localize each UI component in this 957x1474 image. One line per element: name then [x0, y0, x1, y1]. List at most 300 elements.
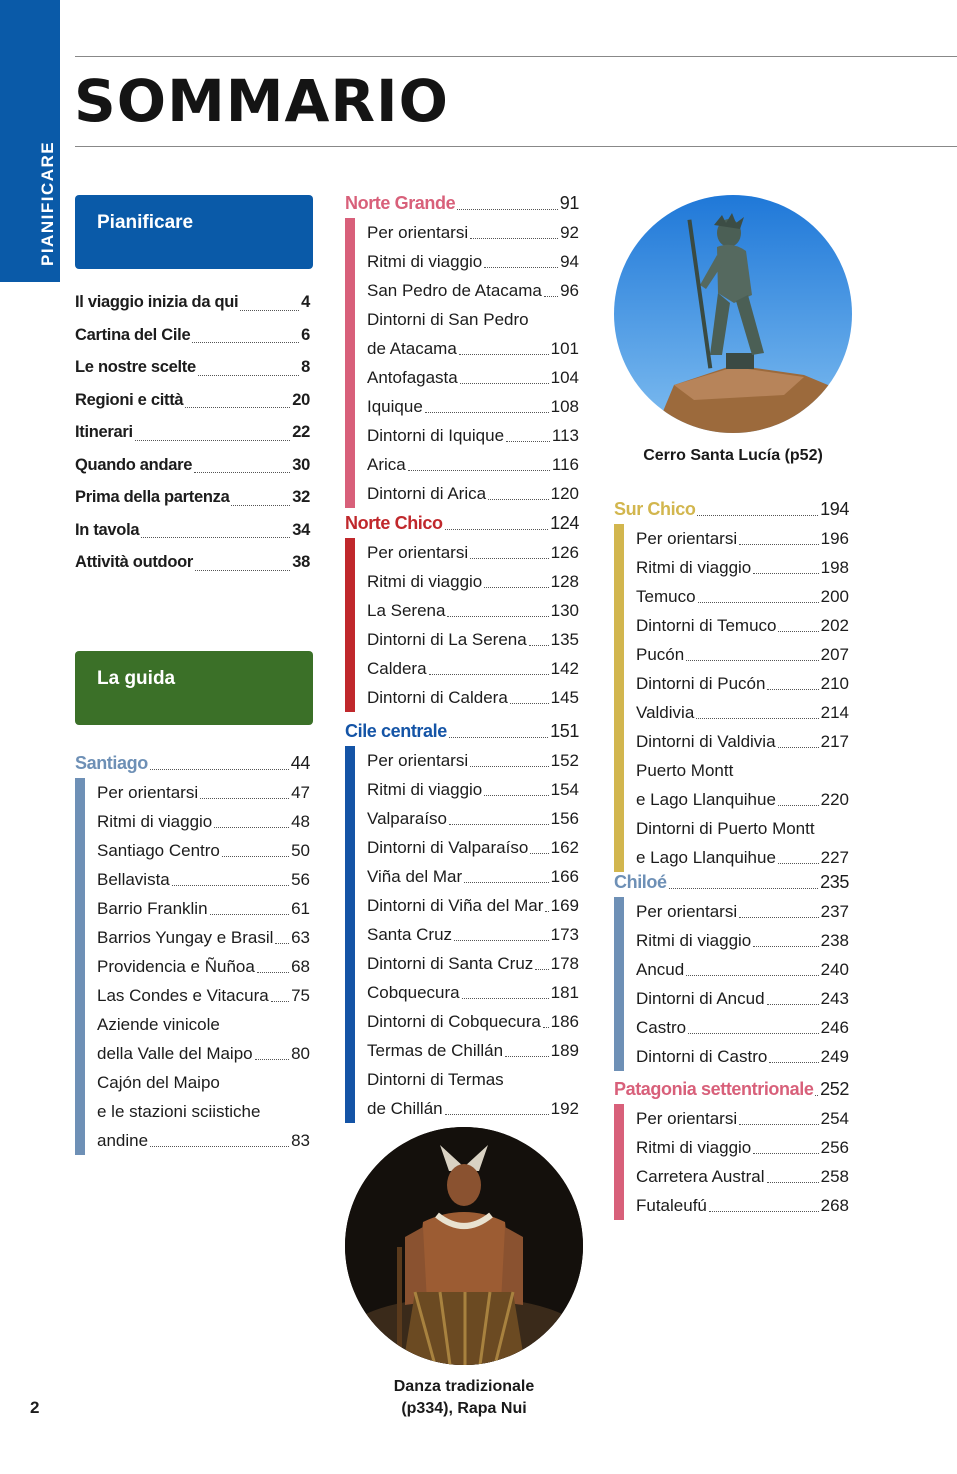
- toc-entry: [636, 698, 849, 727]
- toc-entry-title: Per orientarsi: [636, 529, 738, 548]
- dot-leader: [529, 645, 549, 646]
- toc-entry-title: Per orientarsi: [636, 902, 738, 921]
- toc-entry-title: Futaleufú: [636, 1196, 707, 1215]
- dot-leader: [686, 975, 818, 976]
- toc-entry-title: Providencia e Ñuñoa: [97, 957, 255, 976]
- toc-entry: [636, 640, 849, 669]
- region-color-bar: [75, 778, 85, 1155]
- dance-caption-line-1: Danza tradizionale: [393, 1378, 535, 1395]
- dot-leader: [150, 1146, 289, 1147]
- toc-entry-title: Barrios Yungay e Brasil: [97, 928, 274, 947]
- toc-entry-title: Attività outdoor: [75, 553, 194, 571]
- dot-leader: [222, 856, 289, 857]
- region-heading: [614, 494, 849, 524]
- toc-entry-title: Dintorni di La Serena: [367, 630, 527, 649]
- dot-leader: [135, 440, 290, 441]
- toc-entry: [636, 553, 849, 582]
- toc-entry: [367, 949, 579, 978]
- dot-leader: [697, 515, 818, 516]
- dot-leader: [739, 917, 819, 918]
- toc-entry-page: 92: [560, 223, 579, 242]
- toc-entry-page: 108: [550, 397, 579, 416]
- toc-entry: [367, 363, 579, 392]
- toc-entry-page: 96: [560, 281, 579, 300]
- toc-entry: [636, 611, 849, 640]
- toc-entry: [367, 450, 579, 479]
- toc-entry-page: 32: [292, 488, 310, 506]
- toc-entry-title: Dintorni di Arica: [367, 484, 487, 503]
- region-page: 44: [290, 753, 310, 773]
- toc-entry: [367, 833, 579, 862]
- dot-leader: [271, 1001, 289, 1002]
- toc-entry-page: 217: [820, 732, 849, 751]
- dot-leader: [240, 310, 299, 311]
- toc-entry-title: Las Condes e Vitacura: [97, 986, 269, 1005]
- toc-entry: [97, 865, 310, 894]
- dot-leader: [688, 1033, 819, 1034]
- toc-entry-title: Il viaggio inizia da qui: [75, 293, 239, 311]
- toc-entry-title: Ritmi di viaggio: [367, 572, 483, 591]
- toc-entry-title-line: e le stazioni sciistiche: [97, 1102, 261, 1121]
- dot-leader: [506, 441, 550, 442]
- dot-leader: [449, 824, 549, 825]
- page-title: SOMMARIO: [74, 67, 449, 135]
- toc-entry-title: Dintorni di Temuco: [636, 616, 777, 635]
- toc-entry: [97, 923, 310, 952]
- guide-section-box: [75, 651, 313, 725]
- dot-leader: [530, 853, 548, 854]
- toc-entry: [367, 920, 579, 949]
- toc-entry-title: San Pedro de Atacama: [367, 281, 542, 300]
- toc-entry-page: 6: [301, 325, 310, 344]
- toc-entry: [636, 1133, 849, 1162]
- toc-entry: [636, 897, 849, 926]
- toc-entry-title: Dintorni di Santa Cruz: [367, 954, 534, 973]
- toc-entry: [75, 351, 310, 384]
- region-title: Cile centrale: [345, 721, 447, 741]
- toc-entry-title: Prima della partenza: [75, 488, 230, 506]
- toc-entry: [636, 955, 849, 984]
- region-page: 252: [820, 1079, 849, 1099]
- toc-entry-page: 94: [560, 252, 579, 271]
- dot-leader: [464, 882, 548, 883]
- toc-entry-page: 142: [550, 659, 579, 678]
- toc-entry: [367, 247, 579, 276]
- toc-entry-title: Ritmi di viaggio: [636, 558, 752, 577]
- toc-entry-title: Iquique: [367, 397, 423, 416]
- toc-entry: [367, 567, 579, 596]
- toc-entry-page: 249: [820, 1047, 849, 1066]
- toc-entry: [636, 669, 849, 698]
- dance-illustration: [345, 1127, 583, 1365]
- dot-leader: [185, 407, 290, 408]
- toc-entry-title: Dintorni di Iquique: [367, 426, 505, 445]
- toc-section-santiago: [75, 748, 310, 1155]
- toc-entry-title: Per orientarsi: [636, 1109, 738, 1128]
- region-title: Sur Chico: [614, 499, 696, 519]
- dot-leader: [210, 914, 290, 915]
- toc-entry-title: Valdivia: [636, 703, 695, 722]
- dot-leader: [815, 1095, 818, 1096]
- dot-leader: [195, 570, 290, 571]
- dot-leader: [505, 1056, 549, 1057]
- toc-entry-page: 38: [292, 553, 310, 571]
- toc-entry: [75, 319, 310, 352]
- toc-entry-page: 50: [291, 841, 310, 860]
- dot-leader: [544, 296, 558, 297]
- side-tab-label: PIANIFICARE: [38, 140, 57, 266]
- toc-entry: [75, 416, 310, 449]
- toc-entry: [97, 894, 310, 923]
- toc-entry-title: Itinerari: [75, 423, 133, 441]
- toc-entry-page: 173: [550, 925, 579, 944]
- dot-leader: [753, 946, 818, 947]
- dot-leader: [484, 267, 558, 268]
- toc-entry-page: 268: [820, 1196, 849, 1215]
- toc-entry: [75, 384, 310, 417]
- toc-entry-page: 8: [301, 358, 310, 376]
- toc-entry: [97, 836, 310, 865]
- dot-leader: [460, 383, 549, 384]
- toc-entry-title: Arica: [367, 455, 406, 474]
- dot-leader: [767, 1182, 819, 1183]
- plan-section-box: [75, 195, 313, 269]
- toc-entry-title: Dintorni di Valparaíso: [367, 838, 529, 857]
- dot-leader: [535, 969, 548, 970]
- toc-entry-page: 22: [292, 423, 310, 441]
- statue-illustration: [614, 195, 852, 433]
- dot-leader: [753, 573, 818, 574]
- region-heading: [614, 1074, 849, 1104]
- toc-entry-title: Quando andare: [75, 455, 193, 474]
- toc-entry: [367, 479, 579, 508]
- toc-entry-page: 56: [291, 870, 310, 889]
- toc-entry-page: 63: [291, 928, 310, 947]
- toc-entry-title: La Serena: [367, 601, 446, 620]
- toc-entry-title: Dintorni di Caldera: [367, 688, 508, 707]
- toc-entry-page: 156: [550, 809, 579, 828]
- dot-leader: [686, 660, 818, 661]
- dot-leader: [214, 827, 289, 828]
- toc-entry: [97, 778, 310, 807]
- toc-entry-title: Santiago Centro: [97, 841, 220, 860]
- toc-entry-page: 237: [820, 902, 849, 921]
- toc-entry-page: 207: [820, 645, 849, 664]
- toc-entry-page: 135: [550, 630, 579, 649]
- toc-entry-title: Dintorni di Ancud: [636, 989, 765, 1008]
- toc-entry-page: 178: [550, 954, 579, 973]
- toc-entry: [75, 546, 310, 579]
- toc-entry-title: Caldera: [367, 659, 427, 678]
- toc-entry-page: 256: [820, 1138, 849, 1157]
- statue-caption: Cerro Santa Lucía (p52): [643, 447, 823, 464]
- toc-entry: [367, 625, 579, 654]
- toc-entry-page: 246: [820, 1018, 849, 1037]
- toc-entry: [636, 582, 849, 611]
- region-heading: [345, 716, 579, 746]
- toc-entry-title: della Valle del Maipo: [97, 1044, 253, 1063]
- toc-section-norte-grande: [345, 188, 579, 508]
- toc-entry-page: 220: [820, 790, 849, 809]
- toc-entry: [367, 596, 579, 625]
- dot-leader: [408, 470, 550, 471]
- toc-entry: [75, 514, 310, 547]
- toc-entry-page: 240: [820, 960, 849, 979]
- toc-entry-title: In tavola: [75, 520, 140, 539]
- toc-entry: [636, 1191, 849, 1220]
- toc-section-chiloe: [614, 867, 849, 1071]
- toc-entry-page: 104: [550, 368, 579, 387]
- toc-entry-page: 162: [550, 838, 579, 857]
- toc-entry: [367, 276, 579, 305]
- dot-leader: [447, 616, 548, 617]
- toc-entry: [367, 392, 579, 421]
- toc-entry-page: 80: [291, 1044, 310, 1063]
- toc-entry-page: 130: [550, 601, 579, 620]
- toc-entry: [367, 654, 579, 683]
- region-heading: [614, 867, 849, 897]
- region-page: 91: [559, 193, 579, 213]
- dot-leader: [470, 766, 549, 767]
- toc-entry-title-line: Cajón del Maipo: [97, 1073, 220, 1092]
- toc-entry-title: Cartina del Cile: [75, 325, 191, 344]
- toc-entry-page: 169: [550, 896, 579, 915]
- toc-section-cile-centrale: [345, 716, 579, 1123]
- toc-entry-page: 202: [820, 616, 849, 635]
- dot-leader: [709, 1211, 819, 1212]
- toc-entry-title: Ritmi di viaggio: [636, 1138, 752, 1157]
- dot-leader: [778, 805, 819, 806]
- statue-photo: [614, 195, 852, 433]
- toc-entry-title: Viña del Mar: [367, 867, 463, 886]
- toc-entry-page: 30: [292, 455, 310, 474]
- toc-entry-title: Pucón: [636, 645, 685, 664]
- region-title: Santiago: [75, 753, 148, 773]
- toc-entry-title: Ritmi di viaggio: [636, 931, 752, 950]
- dance-photo: [345, 1127, 583, 1365]
- dot-leader: [739, 544, 819, 545]
- dot-leader: [739, 1124, 819, 1125]
- toc-entry: [636, 1013, 849, 1042]
- region-page: 194: [820, 499, 849, 519]
- toc-entry-title-line: Puerto Montt: [636, 761, 734, 780]
- dot-leader: [429, 674, 549, 675]
- dot-leader: [231, 505, 290, 506]
- region-page: 124: [550, 513, 579, 533]
- toc-entry-title: Dintorni di Cobquecura: [367, 1012, 541, 1031]
- toc-entry: [367, 1065, 579, 1123]
- toc-section-sur-chico: [614, 494, 849, 872]
- toc-entry-title: Per orientarsi: [367, 751, 469, 770]
- toc-entry-title: Per orientarsi: [367, 223, 469, 242]
- toc-entry-page: 113: [551, 426, 579, 445]
- toc-entry-title: Dintorni di Pucón: [636, 674, 766, 693]
- toc-entry-page: 75: [291, 986, 310, 1005]
- toc-entry-page: 243: [820, 989, 849, 1008]
- dot-leader: [454, 940, 549, 941]
- region-entries: [345, 218, 579, 508]
- toc-entry-page: 196: [820, 529, 849, 548]
- region-title: Chiloé: [614, 872, 667, 892]
- toc-entry: [367, 421, 579, 450]
- toc-entry-title: Barrio Franklin: [97, 899, 208, 918]
- toc-entry-page: 48: [291, 812, 310, 831]
- toc-entry-title: e Lago Llanquihue: [636, 790, 776, 809]
- dot-leader: [778, 863, 819, 864]
- toc-entry-title: andine: [97, 1131, 149, 1150]
- toc-entry-page: 47: [291, 783, 310, 802]
- title-rule: [75, 146, 957, 147]
- region-entries: [614, 1104, 849, 1220]
- toc-entry-page: 4: [301, 293, 310, 311]
- dot-leader: [449, 737, 548, 738]
- toc-entry-title: Le nostre scelte: [75, 358, 196, 376]
- toc-entry-title: Dintorni di Valdivia: [636, 732, 776, 751]
- toc-entry-title: Cobquecura: [367, 983, 460, 1002]
- dot-leader: [255, 1059, 289, 1060]
- toc-entry: [367, 804, 579, 833]
- dot-leader: [150, 769, 289, 770]
- region-heading: [75, 748, 310, 778]
- dot-leader: [192, 342, 299, 343]
- dot-leader: [545, 911, 548, 912]
- toc-entry-title: Bellavista: [97, 870, 170, 889]
- page-number: 2: [30, 1398, 40, 1417]
- dot-leader: [778, 747, 819, 748]
- dot-leader: [698, 602, 819, 603]
- toc-entry: [636, 814, 849, 872]
- toc-entry: [636, 727, 849, 756]
- dot-leader: [543, 1027, 549, 1028]
- toc-entry: [367, 746, 579, 775]
- dot-leader: [425, 412, 549, 413]
- dot-leader: [767, 1004, 819, 1005]
- plan-section-label: Pianificare: [97, 212, 194, 233]
- dot-leader: [484, 587, 548, 588]
- toc-entry-page: 83: [291, 1131, 310, 1150]
- toc-entry-title: Per orientarsi: [97, 783, 199, 802]
- dot-leader: [275, 943, 289, 944]
- toc-entry-page: 61: [291, 899, 310, 918]
- dot-leader: [510, 703, 549, 704]
- dot-leader: [470, 238, 558, 239]
- toc-entry-page: 126: [550, 543, 579, 562]
- toc-entry-page: 152: [550, 751, 579, 770]
- toc-entry-title-line: Dintorni di San Pedro: [367, 310, 529, 329]
- toc-entry-title: Valparaíso: [367, 809, 448, 828]
- dance-caption-line-2: (p334), Rapa Nui: [401, 1400, 527, 1417]
- toc-entry-title: Ritmi di viaggio: [367, 780, 483, 799]
- dot-leader: [462, 998, 549, 999]
- toc-entry-title: Ancud: [636, 960, 685, 979]
- region-title: Patagonia settentrionale: [614, 1079, 814, 1099]
- dot-leader: [778, 631, 818, 632]
- toc-entry-title-line: Dintorni di Termas: [367, 1070, 504, 1089]
- toc-entry-page: 254: [820, 1109, 849, 1128]
- toc-entry: [367, 1036, 579, 1065]
- dot-leader: [457, 209, 558, 210]
- toc-entry-title: Ritmi di viaggio: [97, 812, 213, 831]
- dot-leader: [488, 499, 549, 500]
- toc-entry: [636, 1042, 849, 1071]
- dot-leader: [198, 375, 299, 376]
- region-entries: [75, 778, 310, 1155]
- toc-entry: [636, 524, 849, 553]
- dot-leader: [445, 1114, 549, 1115]
- toc-entry-title: Regioni e città: [75, 390, 184, 409]
- toc-entry-page: 101: [550, 339, 579, 358]
- guide-section-label: La guida: [97, 668, 176, 689]
- toc-entry-title: Castro: [636, 1018, 687, 1037]
- toc-entry-page: 214: [820, 703, 849, 722]
- toc-entry-title: Termas de Chillán: [367, 1041, 504, 1060]
- toc-entry-page: 189: [550, 1041, 579, 1060]
- region-heading: [345, 508, 579, 538]
- toc-entry-title-line: Dintorni di Puerto Montt: [636, 819, 815, 838]
- toc-entry-title: Ritmi di viaggio: [367, 252, 483, 271]
- toc-entry-title: Per orientarsi: [367, 543, 469, 562]
- toc-entry-page: 186: [550, 1012, 579, 1031]
- region-entries: [345, 746, 579, 1123]
- toc-entry-page: 166: [550, 867, 579, 886]
- toc-entry: [97, 807, 310, 836]
- toc-entry: [367, 891, 579, 920]
- dot-leader: [459, 354, 549, 355]
- toc-entry: [636, 756, 849, 814]
- dot-leader: [767, 689, 818, 690]
- toc-entry: [97, 952, 310, 981]
- region-entries: [614, 524, 849, 872]
- toc-entry: [367, 218, 579, 247]
- dot-leader: [669, 888, 819, 889]
- toc-entry-title: Santa Cruz: [367, 925, 453, 944]
- toc-entry: [367, 683, 579, 712]
- toc-entry: [636, 926, 849, 955]
- toc-entry: [367, 305, 579, 363]
- toc-entry-page: 120: [550, 484, 579, 503]
- toc-entry: [97, 1010, 310, 1068]
- toc-entry: [367, 538, 579, 567]
- toc-entry: [636, 984, 849, 1013]
- toc-entry-page: 145: [550, 688, 579, 707]
- toc-entry-title: Carretera Austral: [636, 1167, 765, 1186]
- toc-entry: [367, 862, 579, 891]
- dot-leader: [141, 537, 290, 538]
- dance-caption: [345, 1376, 583, 1420]
- toc-entry: [636, 1104, 849, 1133]
- toc-entry: [75, 449, 310, 482]
- toc-entry-page: 258: [820, 1167, 849, 1186]
- region-color-bar: [614, 524, 624, 872]
- toc-entry: [75, 286, 310, 319]
- toc-entry: [97, 981, 310, 1010]
- dot-leader: [696, 718, 818, 719]
- toc-entry: [75, 481, 310, 514]
- dot-leader: [753, 1153, 818, 1154]
- region-title: Norte Chico: [345, 513, 443, 533]
- toc-entry-page: 181: [550, 983, 579, 1002]
- toc-entry-title: Antofagasta: [367, 368, 458, 387]
- toc-entry-title: Dintorni di Castro: [636, 1047, 768, 1066]
- dot-leader: [769, 1062, 818, 1063]
- region-color-bar: [614, 897, 624, 1071]
- toc-entry-page: 238: [820, 931, 849, 950]
- region-page: 151: [550, 721, 579, 741]
- region-color-bar: [345, 746, 355, 1123]
- toc-entry-page: 68: [291, 957, 310, 976]
- toc-entry: [367, 775, 579, 804]
- toc-section-norte-chico: [345, 508, 579, 712]
